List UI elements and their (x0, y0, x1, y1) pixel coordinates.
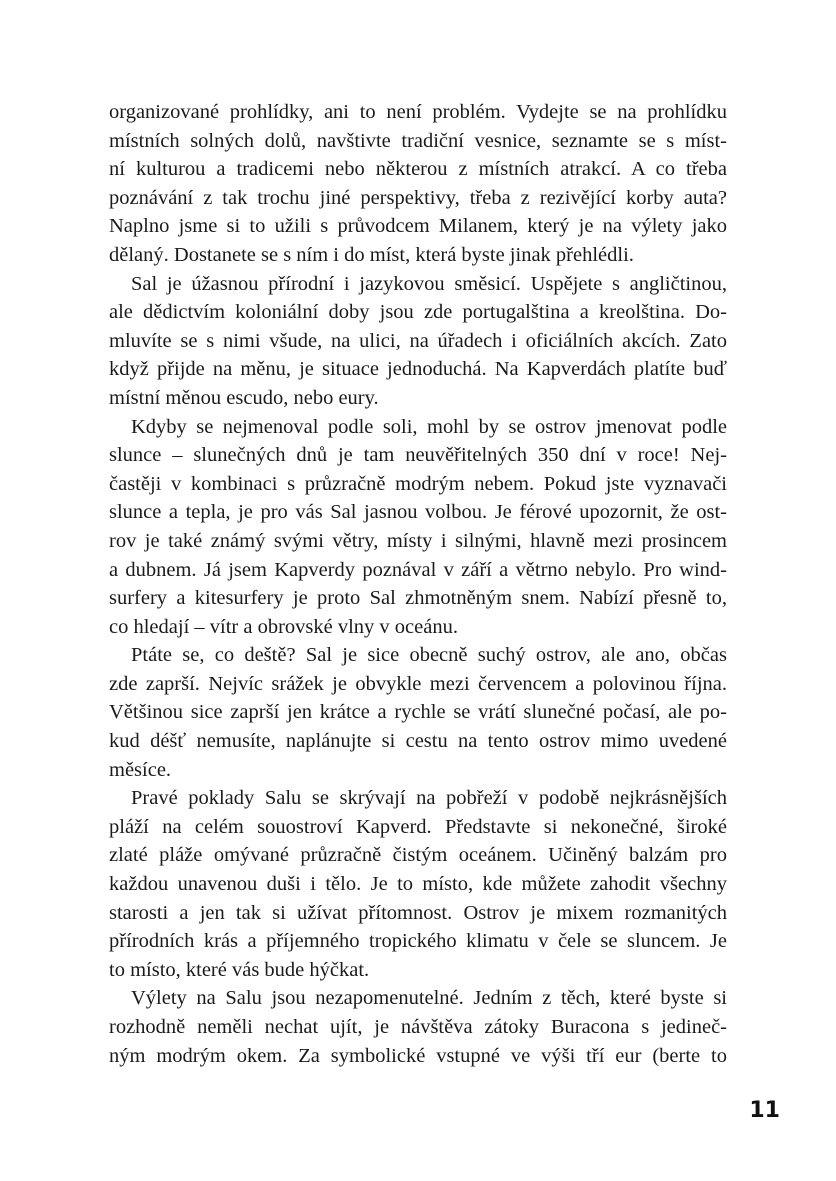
text-line: místní měnou escudo, nebo eury. (109, 386, 379, 409)
page-number: 11 (749, 1098, 780, 1123)
text-line: ale dědictvím koloniální doby jsou zde portugalština a kreolština. Do- (109, 301, 727, 324)
text-line: Pravé poklady Salu se skrývají na pobřeží v podobě nejkrásnějších (131, 787, 727, 810)
text-line: a dubnem. Já jsem Kapverdy poznával v září a větrno nebylo. Pro wind- (109, 558, 727, 581)
text-line: místních solných dolů, navštivte tradiční vesnice, seznamte se s míst- (109, 129, 727, 152)
paragraph (109, 984, 727, 1070)
text-line: slunce – slunečných dnů je tam neuvěřitelných 350 dní v roce! Nej- (109, 444, 727, 467)
text-line: ným modrým okem. Za symbolické vstupné ve výši tří eur (berte to (109, 1044, 727, 1067)
paragraph (109, 270, 727, 413)
text-line: zlaté pláže omývané průzračně čistým oceánem. Učiněný balzám pro (109, 844, 727, 867)
text-line: organizované prohlídky, ani to není problém. Vydejte se na prohlídku (109, 101, 727, 123)
text-line: ní kulturou a tradicemi nebo některou z místních atrakcí. A co třeba (109, 158, 727, 181)
text-line: kud déšť nemusíte, naplánujte si cestu na tento ostrov mimo uvedené (109, 730, 727, 753)
text-line: starosti a jen tak si užívat přítomnost. Ostrov je mixem rozmanitých (109, 901, 727, 924)
text-line: rov je také známý svými větry, místy i silnými, hlavně mezi prosincem (109, 529, 727, 552)
text-line: každou unavenou duši i tělo. Je to místo, kde můžete zahodit všechny (109, 873, 727, 896)
text-line: Naplno jsme si to užili s průvodcem Milanem, který je na výlety jako (109, 215, 727, 238)
text-line: častěji v kombinaci s průzračně modrým nebem. Pokud jste vyznavači (109, 472, 727, 495)
body-text (109, 98, 727, 1070)
text-line: Sal je úžasnou přírodní i jazykovou směsicí. Uspějete s angličtinou, (131, 272, 727, 295)
text-line: Většinou sice zaprší jen krátce a rychle se vrátí slunečné počasí, ale po- (109, 701, 727, 724)
paragraph (109, 641, 727, 784)
paragraph (109, 413, 727, 642)
paragraph (109, 98, 727, 270)
text-line: Ptáte se, co deště? Sal je sice obecně suchý ostrov, ale ano, občas (131, 644, 727, 667)
paragraph (109, 784, 727, 984)
text-line: to místo, které vás bude hýčkat. (109, 958, 370, 981)
text-line: dělaný. Dostanete se s ním i do míst, která byste jinak přehlédli. (109, 243, 634, 266)
text-line: rozhodně neměli nechat ujít, je návštěva zátoky Buracona s jedineč- (109, 1016, 727, 1038)
text-line: mluvíte se s nimi všude, na ulici, na úřadech i oficiálních akcích. Zato (109, 329, 727, 352)
text-line: surfery a kitesurfery je proto Sal zhmotněným snem. Nabízí přesně to, (109, 587, 727, 610)
text-line: když přijde na měnu, je situace jednoduchá. Na Kapverdách platíte buď (109, 358, 727, 381)
text-line: Kdyby se nejmenoval podle soli, mohl by se ostrov jmenovat podle (131, 415, 727, 438)
text-line: co hledají – vítr a obrovské vlny v oceánu. (109, 615, 458, 638)
text-line: poznávání z tak trochu jiné perspektivy, třeba z rezivějící korby auta? (109, 186, 727, 209)
text-line: slunce a tepla, je pro vás Sal jasnou volbou. Je férové upozornit, že ost- (109, 501, 727, 524)
text-line: zde zaprší. Nejvíc srážek je obvykle mezi červencem a polovinou října. (109, 672, 727, 695)
text-line: Výlety na Salu jsou nezapomenutelné. Jedním z těch, které byste si (131, 987, 727, 1010)
text-line: pláží na celém souostroví Kapverd. Představte si nekonečné, široké (109, 815, 727, 838)
text-line: přírodních krás a příjemného tropického klimatu v čele se sluncem. Je (109, 930, 727, 953)
text-line: měsíce. (109, 758, 172, 781)
